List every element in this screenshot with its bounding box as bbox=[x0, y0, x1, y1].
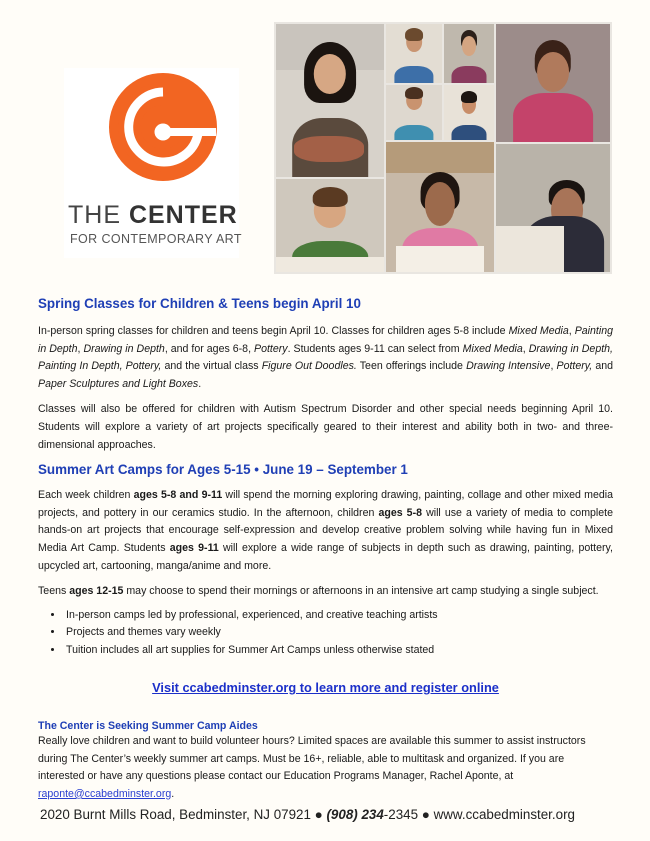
camp-features-list bbox=[38, 607, 613, 660]
logo-title: THE CENTER bbox=[68, 201, 238, 229]
logo-subtitle: FOR CONTEMPORARY ART bbox=[70, 232, 242, 246]
camp-aides-text: Really love children and want to build volunteer hours? Limited spaces are available this summer to assist instructors during The Center’s weekly summer art camps. Must be 16+, reliable, able to multitask and organized. If you are interested or have any questions please contact our Education Programs Manager, Rachel Aponte, at raponte@ccabedminster.org. bbox=[38, 735, 586, 800]
teens-text: Teens ages 12-15 may choose to spend their mornings or afternoons in an intensive art camp studying a single subject. bbox=[38, 585, 599, 598]
center-logo-icon bbox=[108, 72, 218, 182]
summer-camps-text: Each week children ages 5-8 and 9-11 will spend the morning exploring drawing, painting, collage and other mixed media projects, and pottery in our ceramics studio. In the afternoon, children ages 5-8 will use a variety of media to complete hands-on art projects that encourage self-expression and develop creative problem solving while having fun in Mixed Media Art Camp. Students ages 9-11 will explore a wide range of subjects in depth such as drawing, painting, pottery, upcycled art, cartooning, manga/anime and more. bbox=[38, 489, 614, 572]
list-item: • In-person camps led by professional, experienced, and creative teaching artists bbox=[64, 607, 613, 625]
spring-classes-heading: Spring Classes for Children & Teens begin April 10 bbox=[38, 296, 361, 311]
photo-boy-table bbox=[276, 179, 384, 272]
camp-aides-heading: The Center is Seeking Summer Camp Aides bbox=[38, 720, 258, 732]
photo-boy-smiling bbox=[444, 85, 494, 140]
visit-website-link[interactable]: Visit ccabedminster.org to learn more and register online bbox=[152, 680, 499, 695]
photo-boy-drawing bbox=[386, 24, 442, 83]
footer-contact: 2020 Burnt Mills Road, Bedminster, NJ 07921 ● (908) 234-2345 ● www.ccabedminster.org bbox=[40, 807, 575, 822]
camp-aides-section bbox=[38, 720, 613, 803]
list-item: • Projects and themes vary weekly bbox=[64, 624, 613, 642]
photo-girl-smiling bbox=[276, 24, 384, 177]
photo-girl-pink bbox=[496, 24, 610, 142]
cta-banner bbox=[38, 676, 613, 700]
photo-girl-painting bbox=[386, 85, 442, 140]
photo-boy-sketching bbox=[496, 144, 610, 272]
spring-classes-text: In-person spring classes for children and teens begin April 10. Classes for children ages 5-8 include Mixed Media, Painting in Depth, Drawing in Depth, and for ages 6-8, Pottery. Students ages 9-11 can select from Mixed Media, Drawing in Depth, Painting In Depth, Pottery, and the virtual class Figure Out Doodles. Teen offerings include Drawing Intensive, Pottery, and Paper Sculptures and Light Boxes. bbox=[38, 325, 614, 390]
special-needs-text: Classes will also be offered for children with Autism Spectrum Disorder and other special needs beginning April 10. Students will explore a variety of art projects specifically geared to their interest and ability both in two- and three- dimensional approaches. bbox=[38, 403, 613, 451]
logo bbox=[64, 68, 242, 258]
list-item: • Tuition includes all art supplies for Summer Art Camps unless otherwise stated bbox=[64, 642, 613, 660]
summer-camps-heading: Summer Art Camps for Ages 5-15 • June 19 – September 1 bbox=[38, 462, 408, 478]
email-link[interactable]: raponte@ccabedminster.org bbox=[38, 787, 172, 800]
main-content bbox=[38, 296, 613, 660]
photo-collage bbox=[274, 22, 612, 274]
photo-girl-artwork bbox=[444, 24, 494, 83]
photo-girl-drawing bbox=[386, 142, 494, 272]
